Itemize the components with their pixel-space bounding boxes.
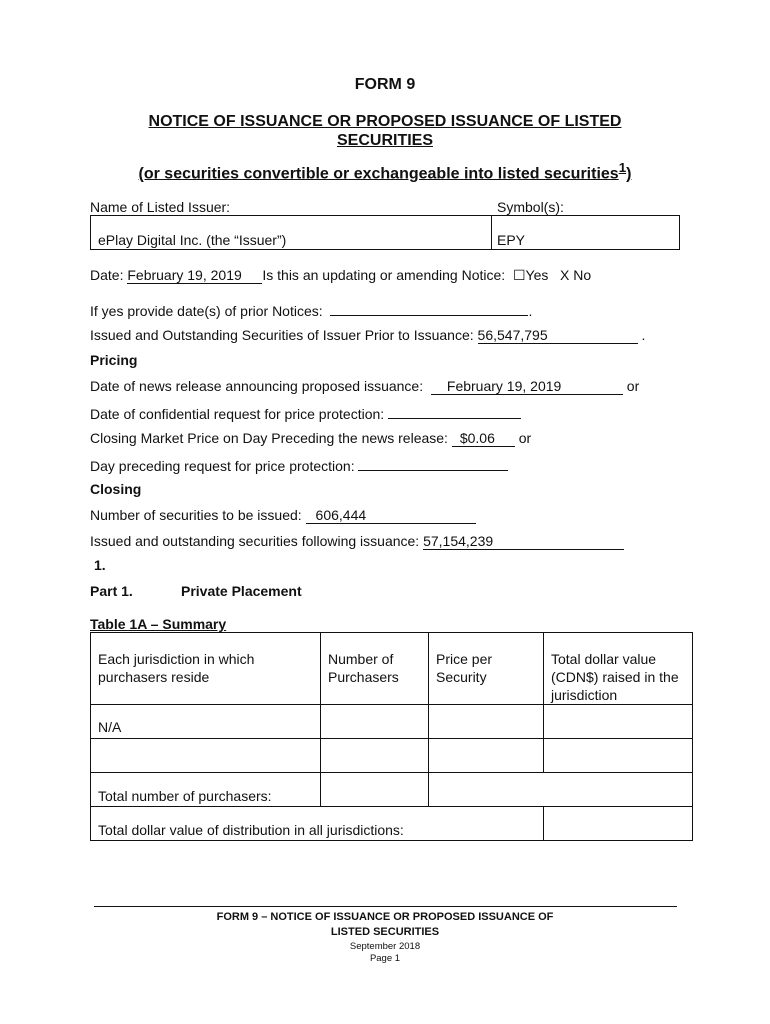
total-purchasers-value[interactable] <box>321 773 429 807</box>
day-preceding-field[interactable] <box>358 456 508 471</box>
yes-label: Yes <box>525 267 549 283</box>
header-total-value: Total dollar value (CDN$) raised in the jurisdiction <box>544 633 693 705</box>
table-row <box>91 739 693 773</box>
notice-title-line2-text: SECURITIES <box>336 132 433 149</box>
notice-subtitle <box>0 160 770 183</box>
total-value-field[interactable] <box>544 807 693 841</box>
issued-prior-label: Issued and Outstanding Securities of Issuer Prior to Issuance: <box>90 327 474 343</box>
date-label: Date: <box>90 267 124 283</box>
footer-page: Page 1 <box>369 953 401 964</box>
notice-subtitle-footnote: 1 <box>618 160 627 175</box>
row2-price[interactable] <box>429 739 544 773</box>
row1-total[interactable] <box>544 705 693 739</box>
date-value: February 19, 2019 <box>127 267 262 284</box>
row2-jurisdiction[interactable] <box>91 739 321 773</box>
table-row <box>91 705 693 739</box>
total-value-label: Total dollar value of distribution in all jurisdictions: <box>91 807 544 841</box>
table-header-row <box>91 633 693 705</box>
table-title: Table 1A – Summary <box>90 616 227 632</box>
header-purchasers: Number of Purchasers <box>321 633 429 705</box>
issuer-name-label: Name of Listed Issuer: <box>90 199 231 215</box>
header-jurisdiction: Each jurisdiction in which purchasers reside <box>91 633 321 705</box>
closing-heading: Closing <box>90 481 142 497</box>
no-mark[interactable]: X <box>560 267 570 283</box>
closing-price-row <box>90 430 531 447</box>
date-row <box>90 267 591 284</box>
form-title: FORM 9 <box>354 76 416 93</box>
part-title: Private Placement <box>181 583 302 599</box>
securities-issued-label: Number of securities to be issued: <box>90 507 302 523</box>
no-label: No <box>573 267 592 283</box>
issued-following-value: 57,154,239 <box>423 533 624 550</box>
closing-price-trailing: or <box>518 430 532 446</box>
header-price: Price per Security <box>429 633 544 705</box>
symbol-value: EPY <box>497 232 526 248</box>
closing-price-value: $0.06 <box>452 430 515 447</box>
news-release-label: Date of news release announcing proposed issuance: <box>90 378 424 394</box>
confidential-request-field[interactable] <box>388 404 521 419</box>
table-row-total-purchasers <box>91 773 693 807</box>
issued-following-row <box>90 533 624 550</box>
issuer-box <box>90 215 680 250</box>
total-purchasers-label: Total number of purchasers: <box>91 773 321 807</box>
news-release-row <box>90 378 639 395</box>
closing-price-label: Closing Market Price on Day Preceding the news release: <box>90 430 448 446</box>
part-label: Part 1. <box>90 583 133 599</box>
news-release-trailing: or <box>626 378 640 394</box>
securities-issued-value: 606,444 <box>306 507 476 524</box>
news-release-value: February 19, 2019 <box>431 378 623 395</box>
row1-jurisdiction: N/A <box>91 705 321 739</box>
row1-price[interactable] <box>429 705 544 739</box>
symbol-label: Symbol(s): <box>497 199 564 215</box>
table-row-total-value <box>91 807 693 841</box>
prior-notices-field[interactable] <box>330 301 528 316</box>
footer-rule <box>94 906 677 907</box>
item-number: 1. <box>94 557 106 573</box>
prior-notices-label: If yes provide date(s) of prior Notices: <box>90 303 323 319</box>
issued-following-label: Issued and outstanding securities following issuance: <box>90 533 420 549</box>
confidential-request-label: Date of confidential request for price protection: <box>90 406 385 422</box>
issuer-box-divider <box>491 216 492 249</box>
confidential-request-row <box>90 404 521 422</box>
prior-notices-trailing: . <box>528 303 533 319</box>
row2-total[interactable] <box>544 739 693 773</box>
issuer-name-value: ePlay Digital Inc. (the “Issuer”) <box>98 232 287 248</box>
row1-purchasers[interactable] <box>321 705 429 739</box>
issued-prior-value: 56,547,795 <box>478 327 638 344</box>
footer-title-line2: LISTED SECURITIES <box>330 926 440 938</box>
notice-subtitle-text: (or securities convertible or exchangeable into listed securities <box>138 165 619 183</box>
securities-issued-row <box>90 507 476 524</box>
total-purchasers-empty <box>429 773 693 807</box>
notice-title-line1-text: NOTICE OF ISSUANCE OR PROPOSED ISSUANCE OF LISTED <box>148 113 622 130</box>
notice-title-line2 <box>0 132 770 150</box>
issued-prior-row <box>90 327 645 344</box>
pricing-heading: Pricing <box>90 352 138 368</box>
footer-date: September 2018 <box>349 941 421 952</box>
day-preceding-row <box>90 456 508 474</box>
row2-purchasers[interactable] <box>321 739 429 773</box>
notice-title-line1 <box>0 113 770 131</box>
yes-checkbox[interactable]: ☐ <box>512 267 526 283</box>
footer-title-line1: FORM 9 – NOTICE OF ISSUANCE OR PROPOSED ISSUANCE OF <box>216 911 554 923</box>
amend-question: Is this an updating or amending Notice: <box>262 267 506 283</box>
prior-notices-row <box>90 301 532 319</box>
day-preceding-label: Day preceding request for price protection: <box>90 458 355 474</box>
summary-table <box>90 632 693 841</box>
issued-prior-trailing: . <box>641 327 646 343</box>
notice-subtitle-close: ) <box>626 165 632 183</box>
